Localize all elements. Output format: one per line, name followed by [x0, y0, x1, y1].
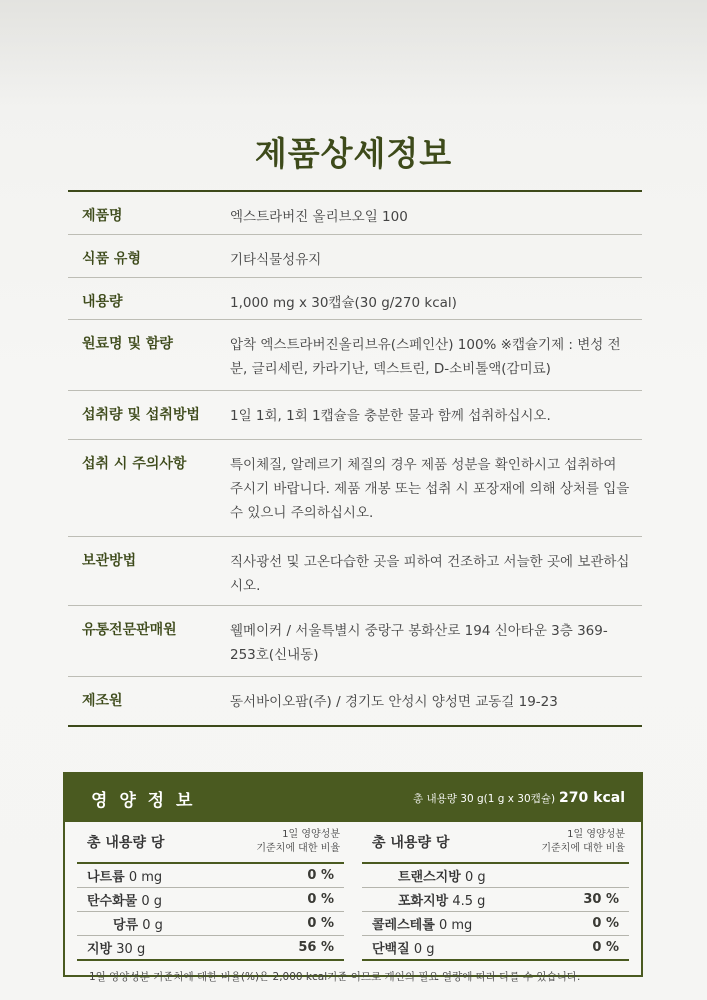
column-header-sub — [541, 828, 629, 856]
column-sub-line1: 1일 영양성분 — [567, 829, 625, 840]
nutrient-amount: 0 mg — [438, 918, 473, 933]
nutrient-amount: 0 mg — [128, 870, 163, 885]
page-title: 제품상세정보 — [254, 134, 453, 173]
column-header-label: 총 내용량 당 — [372, 835, 450, 851]
column-header — [77, 822, 344, 864]
product-spec-table — [68, 190, 642, 727]
nutrient-name: 콜레스테롤 — [372, 918, 435, 933]
spec-row — [68, 391, 642, 440]
nutrient-percent: 0 % — [592, 916, 619, 931]
spec-value: 직사광선 및 고온다습한 곳을 피하여 건조하고 서늘한 곳에 보관하십시오. — [230, 554, 630, 594]
spec-row — [68, 537, 642, 606]
spec-label: 내용량 — [82, 294, 123, 310]
spec-label: 섭취량 및 섭취방법 — [82, 407, 200, 423]
nutrient-amount: 0 g — [464, 870, 486, 885]
column-header-label: 총 내용량 당 — [87, 835, 165, 851]
nutrition-total-amount: 총 내용량 30 g(1 g x 30캡슐) — [413, 793, 556, 805]
nutrition-total — [413, 790, 625, 806]
spec-value: 압착 엑스트라버진올리브유(스페인산) 100% ※캡슐기제 : 변성 전분, 글리세린, 카라기난, 덱스트린, D-소비톨액(감미료) — [230, 337, 621, 377]
spec-value: 웰메이커 / 서울특별시 중랑구 봉화산로 194 신아타운 3층 369-253호(신내동) — [230, 623, 608, 663]
spec-label: 섭취 시 주의사항 — [82, 456, 187, 472]
nutrition-facts-panel — [63, 772, 643, 983]
spec-row — [68, 320, 642, 391]
nutrition-header — [65, 774, 641, 822]
column-sub-line2: 기준치에 대한 비율 — [256, 843, 340, 854]
spec-value: 1일 1회, 1회 1캡슐을 충분한 물과 함께 섭취하십시오. — [230, 408, 551, 424]
column-header-sub — [256, 828, 344, 856]
nutrient-name: 나트륨 — [87, 870, 125, 885]
nutrient-amount: 0 g — [413, 942, 435, 957]
spec-label: 제품명 — [82, 208, 123, 224]
column-sub-line1: 1일 영양성분 — [282, 829, 340, 840]
nutrient-percent: 56 % — [298, 940, 334, 955]
nutrition-title: 영 양 정 보 — [91, 790, 196, 811]
nutrition-footnote: 1일 영양성분 기준치에 대한 비율(%)은 2,000 kcal기준 이므로 개인의 필요 열량에 따라 다를 수 있습니다. — [89, 971, 581, 983]
background-texture — [0, 0, 707, 110]
nutrition-column-left — [77, 822, 344, 961]
nutrient-percent: 0 % — [592, 940, 619, 955]
nutrient-percent: 0 % — [307, 916, 334, 931]
nutrient-percent: 0 % — [307, 868, 334, 883]
nutrient-row — [77, 936, 344, 961]
nutrient-percent: 0 % — [307, 892, 334, 907]
nutrient-amount: 4.5 g — [452, 894, 486, 909]
nutrient-row — [77, 912, 344, 936]
spec-label: 유통전문판매원 — [82, 622, 177, 638]
nutrient-amount: 30 g — [116, 942, 146, 957]
nutrient-percent: 30 % — [583, 892, 619, 907]
nutrient-row — [362, 864, 629, 888]
spec-label: 제조원 — [82, 693, 123, 709]
column-header — [362, 822, 629, 864]
spec-label: 식품 유형 — [82, 251, 141, 267]
spec-row — [68, 440, 642, 537]
spec-value: 1,000 mg x 30캡슐(30 g/270 kcal) — [230, 295, 457, 311]
spec-row — [68, 606, 642, 677]
nutrient-row — [362, 912, 629, 936]
nutrient-name: 트랜스지방 — [398, 870, 461, 885]
nutrient-amount: 0 g — [142, 918, 163, 933]
nutrient-row — [77, 864, 344, 888]
nutrient-row — [362, 888, 629, 912]
nutrition-total-kcal: 270 kcal — [559, 790, 625, 806]
nutrient-row — [362, 936, 629, 961]
spec-row — [68, 677, 642, 725]
spec-value: 기타식물성유지 — [230, 252, 322, 268]
column-sub-line2: 기준치에 대한 비율 — [541, 843, 625, 854]
spec-row — [68, 235, 642, 278]
nutrient-name: 당류 — [113, 918, 139, 933]
spec-row — [68, 278, 642, 320]
nutrient-name: 지방 — [87, 942, 113, 957]
spec-value: 특이체질, 알레르기 체질의 경우 제품 성분을 확인하시고 섭취하여 주시기 바랍니다. 제품 개봉 또는 섭취 시 포장재에 의해 상처를 입을 수 있으니 주의하십시오. — [230, 457, 630, 521]
spec-label: 보관방법 — [82, 553, 137, 569]
nutrient-amount: 0 g — [141, 894, 163, 909]
spec-value: 엑스트라버진 올리브오일 100 — [230, 209, 408, 225]
spec-label: 원료명 및 함량 — [82, 336, 173, 352]
spec-row — [68, 192, 642, 235]
spec-value: 동서바이오팜(주) / 경기도 안성시 양성면 교동길 19-23 — [230, 694, 558, 710]
nutrient-row — [77, 888, 344, 912]
nutrition-column-right — [362, 822, 629, 961]
nutrient-name: 포화지방 — [398, 894, 449, 909]
nutrient-name: 탄수화물 — [87, 894, 138, 909]
nutrient-name: 단백질 — [372, 942, 410, 957]
